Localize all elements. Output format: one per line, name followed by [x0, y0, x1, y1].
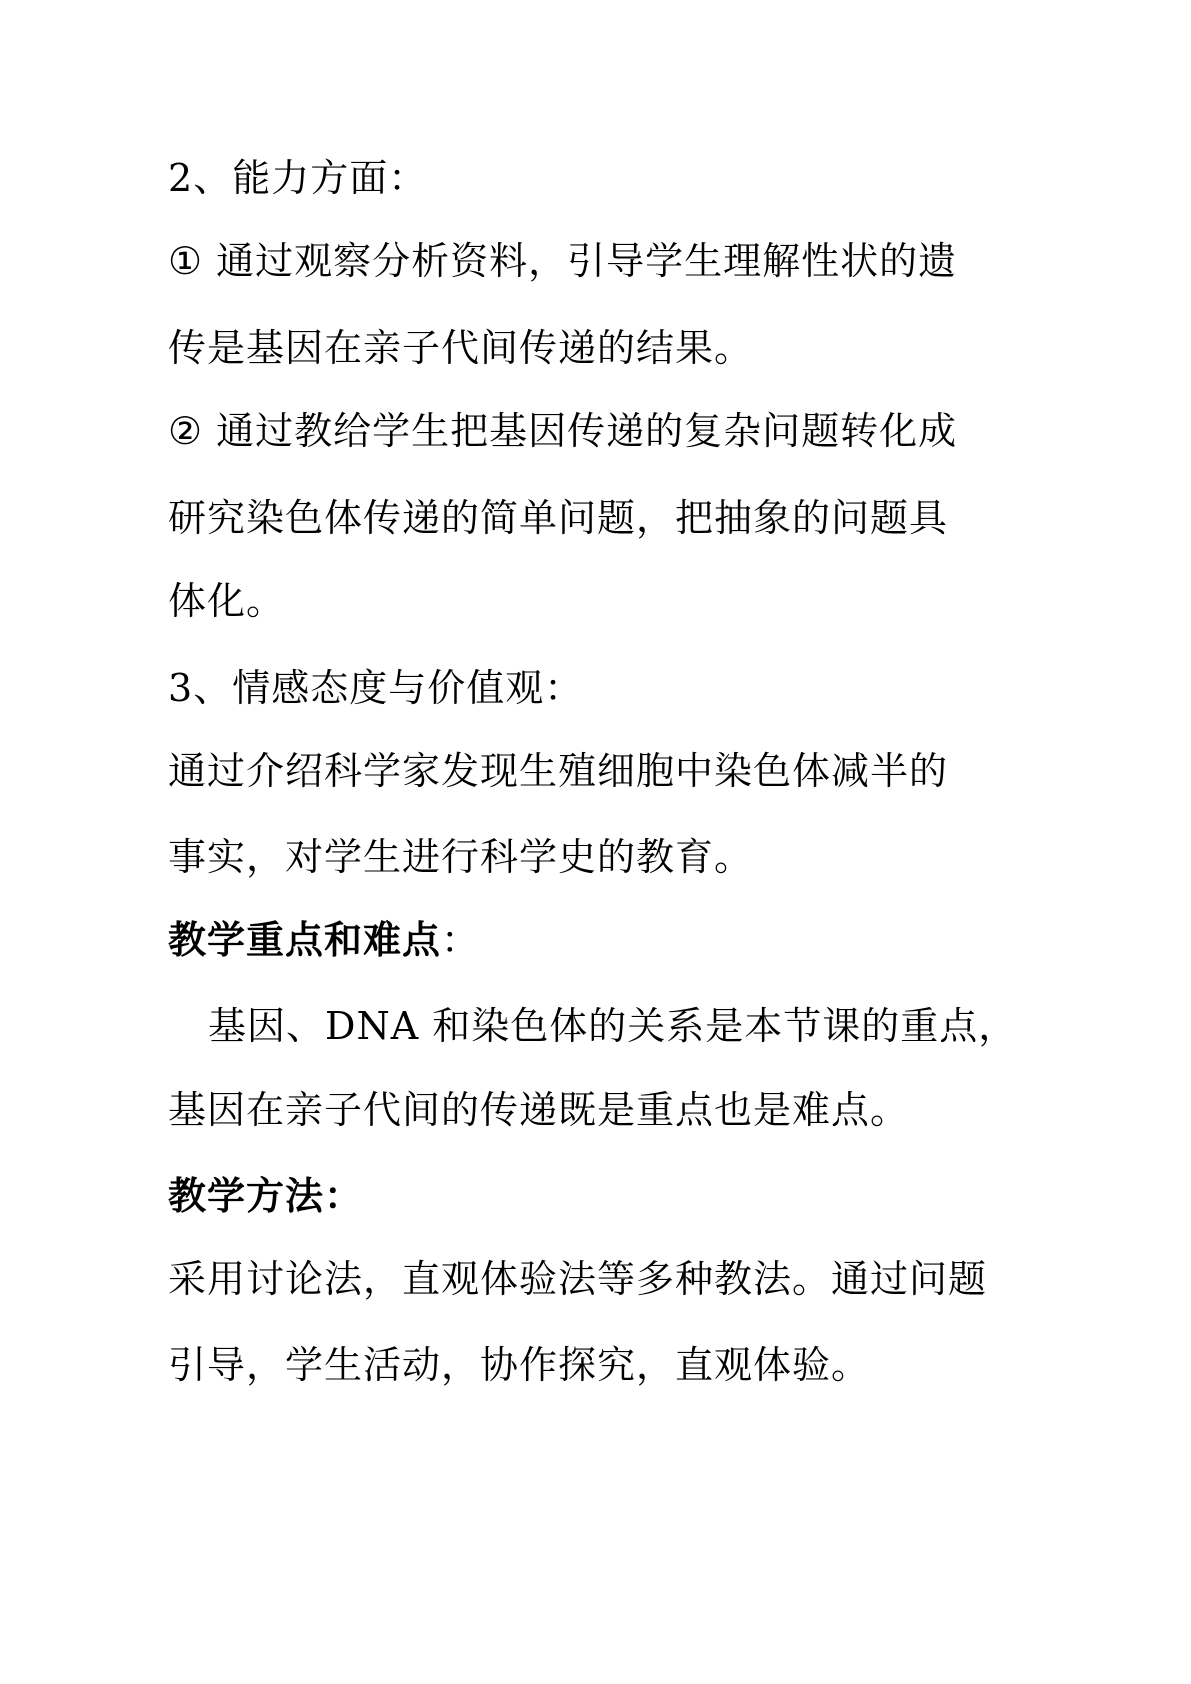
ability-item2-line3: 体化。	[168, 579, 286, 623]
emotion-line1: 通过介绍科学家发现生殖细胞中染色体减半的	[168, 749, 949, 793]
key-points-line1-start: 基因、	[208, 1004, 326, 1048]
emotion-heading	[168, 664, 583, 712]
ability-item2-line1: ② 通过教给学生把基因传递的复杂问题转化成	[168, 409, 958, 453]
emotion-heading-number: 3	[168, 666, 194, 710]
ability-item1-line1: ① 通过观察分析资料，引导学生理解性状的遗	[168, 239, 958, 283]
emotion-line2: 事实，对学生进行科学史的教育。	[168, 835, 754, 879]
key-points-line2: 基因在亲子代间的传递既是重点也是难点。	[168, 1088, 910, 1132]
ability-heading-number: 2	[168, 156, 194, 200]
key-points-line1-end: 和染色体的关系是本节课的重点，	[419, 1004, 1018, 1048]
key-points-line1	[208, 1002, 1017, 1050]
key-points-dna: DNA	[325, 1004, 420, 1048]
key-points-heading	[168, 916, 480, 964]
ability-heading	[168, 154, 427, 202]
key-points-heading-label: 教学重点和难点	[168, 918, 442, 962]
ability-item2-line2: 研究染色体传递的简单问题，把抽象的问题具	[168, 496, 949, 540]
ability-heading-text: 、能力方面：	[193, 156, 428, 200]
method-heading: 教学方法：	[168, 1174, 364, 1218]
key-points-heading-colon: ：	[441, 918, 481, 962]
emotion-heading-text: 、情感态度与价值观：	[193, 666, 584, 710]
method-line2: 引导，学生活动，协作探究，直观体验。	[168, 1343, 871, 1387]
method-line1: 采用讨论法，直观体验法等多种教法。通过问题	[168, 1257, 988, 1301]
ability-item1-line2: 传是基因在亲子代间传递的结果。	[168, 326, 754, 370]
